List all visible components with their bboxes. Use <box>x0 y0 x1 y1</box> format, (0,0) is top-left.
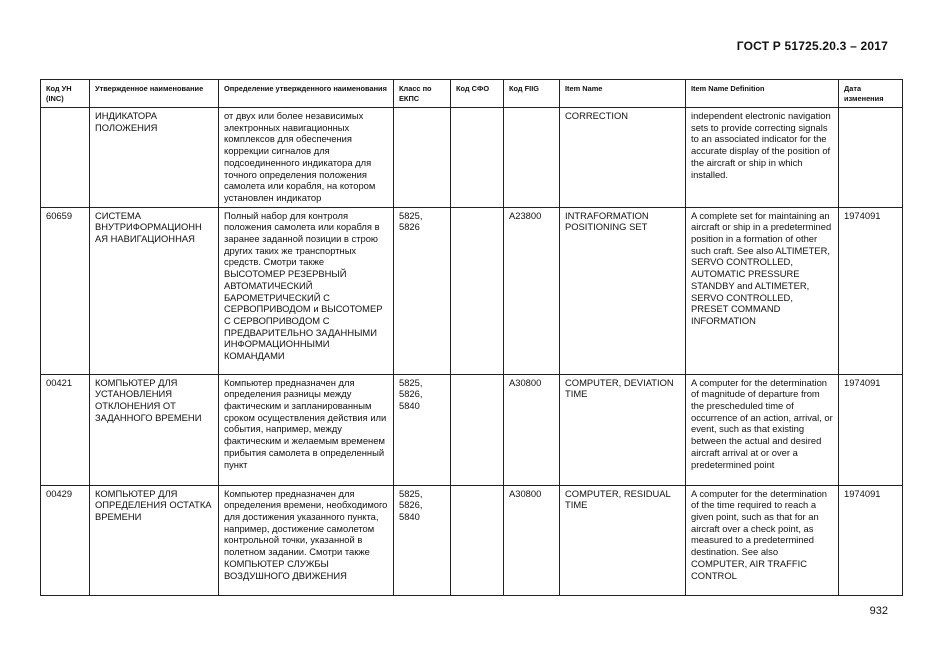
cell-sfo <box>451 485 504 595</box>
cell-date: 1974091 <box>839 485 903 595</box>
cell-fiig: A23800 <box>504 207 560 374</box>
cell-item-name: INTRAFORMATION POSITIONING SET <box>560 207 686 374</box>
document-title: ГОСТ Р 51725.20.3 – 2017 <box>736 39 888 53</box>
cell-name: ИНДИКАТОРА ПОЛОЖЕНИЯ <box>90 108 219 208</box>
page-number: 932 <box>869 605 888 617</box>
cell-name: КОМПЬЮТЕР ДЛЯ ОПРЕДЕЛЕНИЯ ОСТАТКА ВРЕМЕНИ <box>90 485 219 595</box>
cell-inc: 00429 <box>41 485 90 595</box>
cell-item-definition: A computer for the determination of magnitude of departure from the prescheduled time of occurrence of an action, arrival, or event, such as that existing between the actual and desired aircraft arrival at or over a predetermined point <box>686 374 839 485</box>
classification-table <box>40 79 903 596</box>
column-header-item-definition: Item Name Definition <box>686 80 839 108</box>
cell-definition: Компьютер предназначен для определения времени, необходимого для достижения указанного пункта, например, достижение самолетом контрольной точки, указанной в полетном задании. Смотри также КОМПЬЮТЕР СЛУЖБЫ ВОЗДУШНОГО ДВИЖЕНИЯ <box>219 485 394 595</box>
cell-fiig: A30800 <box>504 485 560 595</box>
cell-sfo <box>451 108 504 208</box>
table-header-row <box>41 80 903 108</box>
cell-item-name: COMPUTER, DEVIATION TIME <box>560 374 686 485</box>
cell-inc: 00421 <box>41 374 90 485</box>
cell-inc: 60659 <box>41 207 90 374</box>
column-header-definition: Определение утвержденного наименования <box>219 80 394 108</box>
column-header-name: Утвержденное наименование <box>90 80 219 108</box>
cell-class <box>394 108 451 208</box>
cell-item-name: COMPUTER, RESIDUAL TIME <box>560 485 686 595</box>
column-header-inc: Код УН (INC) <box>41 80 90 108</box>
column-header-date: Дата изменения <box>839 80 903 108</box>
cell-item-name: CORRECTION <box>560 108 686 208</box>
cell-item-definition: A computer for the determination of the time required to reach a given point, such as that for an aircraft over a check point, as measured to a predetermined destination. See also COMPUTER, AIR TRAFFIC CONTROL <box>686 485 839 595</box>
table-row <box>41 374 903 485</box>
cell-fiig <box>504 108 560 208</box>
cell-date: 1974091 <box>839 207 903 374</box>
cell-class: 5825, 5826, 5840 <box>394 374 451 485</box>
column-header-item-name: Item Name <box>560 80 686 108</box>
column-header-fiig: Код FIIG <box>504 80 560 108</box>
table-row <box>41 485 903 595</box>
cell-name: СИСТЕМА ВНУТРИФОРМАЦИОНН АЯ НАВИГАЦИОННАЯ <box>90 207 219 374</box>
cell-item-definition: independent electronic navigation sets to provide correcting signals to an associated indicator for the accurate display of the position of the aircraft or ship in which installed. <box>686 108 839 208</box>
table-row <box>41 207 903 374</box>
column-header-class: Класс по ЕКПС <box>394 80 451 108</box>
cell-sfo <box>451 374 504 485</box>
cell-name: КОМПЬЮТЕР ДЛЯ УСТАНОВЛЕНИЯ ОТКЛОНЕНИЯ ОТ ЗАДАННОГО ВРЕМЕНИ <box>90 374 219 485</box>
cell-definition: Компьютер предназначен для определения разницы между фактическим и запланированным сроком осуществления действия или события, например, между фактическим и желаемым временем прибытия самолета в определенный пункт <box>219 374 394 485</box>
table-row <box>41 108 903 208</box>
column-header-sfo: Код СФО <box>451 80 504 108</box>
cell-date <box>839 108 903 208</box>
cell-definition: от двух или более независимых электронных навигационных комплексов для обеспечения коррекции сигналов для подсоединенного индикатора для точного определения положения самолета или корабля, на котором установлен индикатор <box>219 108 394 208</box>
cell-class: 5825, 5826 <box>394 207 451 374</box>
cell-sfo <box>451 207 504 374</box>
cell-definition: Полный набор для контроля положения самолета или корабля в заранее заданной позиции в строю других таких же транспортных средств. Смотри также ВЫСОТОМЕР РЕЗЕРВНЫЙ АВТОМАТИЧЕСКИЙ БАРОМЕТРИЧЕСКИЙ С СЕРВОПРИВОДОМ и ВЫСОТОМЕР С СЕРВОПРИВОДОМ С ПРЕДВАРИТЕЛЬНО ЗАДАННЫМИ ИНФОРМАЦИОННЫМИ КОМАНДАМИ <box>219 207 394 374</box>
cell-inc <box>41 108 90 208</box>
cell-date: 1974091 <box>839 374 903 485</box>
cell-item-definition: A complete set for maintaining an aircraft or ship in a predetermined position in a formation of other such craft. See also ALTIMETER, SERVO CONTROLLED, AUTOMATIC PRESSURE STANDBY and ALTIMETER, SERVO CONTROLLED, PRESET COMMAND INFORMATION <box>686 207 839 374</box>
cell-fiig: A30800 <box>504 374 560 485</box>
cell-class: 5825, 5826, 5840 <box>394 485 451 595</box>
